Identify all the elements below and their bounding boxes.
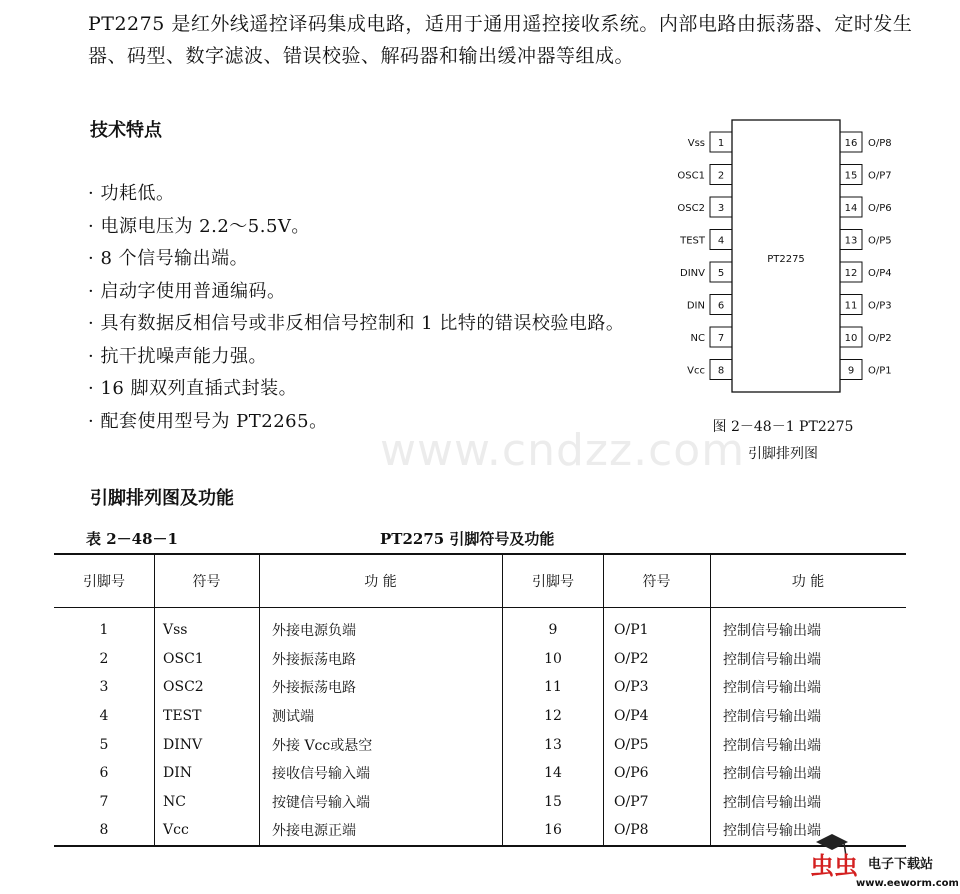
cell-pin: 6	[99, 765, 109, 782]
pin-number: 8	[717, 365, 725, 377]
cell-function: 控制信号输出端	[711, 816, 907, 846]
pin-number: 15	[844, 170, 858, 182]
table-row	[54, 702, 906, 731]
pin-label: Vss	[687, 138, 705, 149]
cell-pin: 11	[503, 673, 604, 702]
pin-number: 4	[717, 235, 725, 247]
feature-item: · 抗干扰噪声能力强。	[88, 345, 267, 367]
cell-pin: 15	[503, 788, 604, 817]
pin-number: 10	[844, 333, 858, 344]
cell-function: 控制信号输出端	[711, 702, 907, 731]
pinout-heading: 引脚排列图及功能	[90, 488, 234, 509]
cell-function: 接收信号输入端	[260, 759, 503, 788]
figure-caption: 图 2－48－1 PT2275	[712, 419, 854, 435]
features-list	[88, 178, 668, 438]
pin-number: 9	[847, 365, 855, 377]
pin-number: 7	[717, 333, 725, 344]
pin-label: OSC1	[677, 170, 705, 182]
cell-pin: 5	[99, 736, 109, 753]
cell-function: 控制信号输出端	[711, 608, 907, 645]
cell-function: 控制信号输出端	[711, 788, 907, 817]
table-row	[54, 816, 906, 846]
cell-symbol: NC	[155, 788, 260, 817]
feature-item: · 电源电压为 2.2～5.5V。	[88, 215, 310, 237]
cell-function: 外接电源正端	[260, 816, 503, 846]
col-header-symbol: 符号	[155, 554, 260, 608]
pin-label: O/P7	[868, 170, 892, 182]
feature-item: · 配套使用型号为 PT2265。	[88, 410, 328, 432]
pin-label: DIN	[686, 300, 705, 312]
pin-label: O/P5	[868, 235, 892, 247]
mortarboard-icon	[816, 834, 848, 850]
pin-label: O/P2	[868, 333, 892, 344]
table-row	[54, 673, 906, 702]
cell-symbol: DIN	[155, 759, 260, 788]
table-row	[54, 645, 906, 674]
cell-pin: 14	[503, 759, 604, 788]
col-header-pin: 引脚号	[54, 554, 155, 608]
pin-label: DINV	[680, 268, 705, 279]
pin-number: 11	[844, 300, 858, 312]
site-logo[interactable]	[808, 830, 958, 890]
cell-pin: 1	[99, 622, 109, 639]
chip-name: PT2275	[767, 254, 805, 265]
cell-function: 控制信号输出端	[711, 645, 907, 674]
pin-number: 3	[717, 203, 725, 214]
cell-pin: 7	[99, 793, 109, 810]
watermark: www.cndzz.com	[380, 425, 746, 476]
table-header-row	[54, 554, 906, 608]
pin-label: TEST	[680, 235, 705, 247]
table-row	[54, 730, 906, 759]
feature-item: · 16 脚双列直插式封装。	[88, 378, 298, 399]
chip-pinout-diagram	[672, 118, 902, 398]
cell-function: 按键信号输入端	[260, 788, 503, 817]
feature-item: · 8 个信号输出端。	[88, 248, 249, 269]
cell-pin: 2	[99, 650, 109, 667]
cell-symbol: O/P4	[604, 702, 711, 731]
pin-label: O/P3	[868, 300, 892, 312]
cell-function: 外接振荡电路	[260, 645, 503, 674]
features-heading: 技术特点	[90, 120, 162, 141]
figure-caption-subtitle: 引脚排列图	[748, 446, 818, 462]
feature-item: · 具有数据反相信号或非反相信号控制和 1 比特的错误校验电路。	[88, 313, 625, 334]
cell-pin: 13	[503, 730, 604, 759]
cell-pin: 9	[503, 608, 604, 645]
pin-label: O/P4	[868, 268, 892, 279]
cell-symbol: O/P6	[604, 759, 711, 788]
cell-symbol: OSC2	[155, 673, 260, 702]
cell-function: 测试端	[260, 702, 503, 731]
cell-symbol: O/P3	[604, 673, 711, 702]
logo-name: 电子下载站	[868, 857, 934, 872]
pin-number: 13	[844, 235, 858, 247]
cell-function: 外接 Vcc或悬空	[260, 730, 503, 759]
cell-pin: 8	[99, 822, 109, 839]
cell-symbol: DINV	[155, 730, 260, 759]
cell-symbol: TEST	[155, 702, 260, 731]
cell-symbol: O/P1	[604, 608, 711, 645]
cell-symbol: O/P2	[604, 645, 711, 674]
logo-url: www.eeworm.com	[856, 878, 958, 889]
pin-number: 12	[844, 268, 858, 279]
pin-label: NC	[690, 333, 705, 344]
table-title: PT2275 引脚符号及功能	[380, 530, 555, 548]
table-row	[54, 759, 906, 788]
col-header-pin: 引脚号	[503, 554, 604, 608]
col-header-symbol: 符号	[604, 554, 711, 608]
feature-item: · 功耗低。	[88, 183, 175, 204]
cell-symbol: O/P7	[604, 788, 711, 817]
pin-label: Vcc	[687, 365, 705, 377]
pin-label: O/P8	[868, 138, 892, 149]
cell-pin: 12	[503, 702, 604, 731]
cell-function: 外接电源负端	[260, 608, 503, 645]
cell-symbol: Vss	[155, 608, 260, 645]
pin-label: O/P6	[868, 203, 892, 214]
col-header-function: 功 能	[260, 554, 503, 608]
logo-brand: 虫虫	[810, 852, 858, 880]
col-header-function: 功 能	[711, 554, 907, 608]
cell-pin: 3	[99, 679, 109, 696]
pin-label: O/P1	[868, 365, 892, 377]
pin-number: 1	[717, 138, 725, 149]
cell-pin: 10	[503, 645, 604, 674]
cell-function: 控制信号输出端	[711, 673, 907, 702]
pin-function-table	[54, 553, 906, 847]
cell-symbol: OSC1	[155, 645, 260, 674]
pin-label: OSC2	[677, 203, 705, 214]
cell-symbol: O/P5	[604, 730, 711, 759]
pin-number: 2	[717, 170, 725, 182]
table-row	[54, 608, 906, 645]
table-number: 表 2－48－1	[86, 530, 178, 548]
cell-pin: 16	[503, 816, 604, 846]
pin-number: 16	[844, 138, 858, 149]
cell-function: 控制信号输出端	[711, 759, 907, 788]
cell-function: 控制信号输出端	[711, 730, 907, 759]
cell-symbol: Vcc	[155, 816, 260, 846]
pin-number: 6	[717, 300, 725, 312]
cell-pin: 4	[99, 708, 109, 725]
cell-function: 外接振荡电路	[260, 673, 503, 702]
table-row	[54, 788, 906, 817]
pin-number: 5	[717, 268, 725, 279]
cell-symbol: O/P8	[604, 816, 711, 846]
intro-paragraph: PT2275 是红外线遥控译码集成电路，适用于通用遥控接收系统。内部电路由振荡器、定时发生器、码型、数字滤波、错误校验、解码器和输出缓冲器等组成。	[88, 13, 913, 67]
feature-item: · 启动字使用普通编码。	[88, 280, 286, 302]
pin-number: 14	[844, 203, 858, 214]
